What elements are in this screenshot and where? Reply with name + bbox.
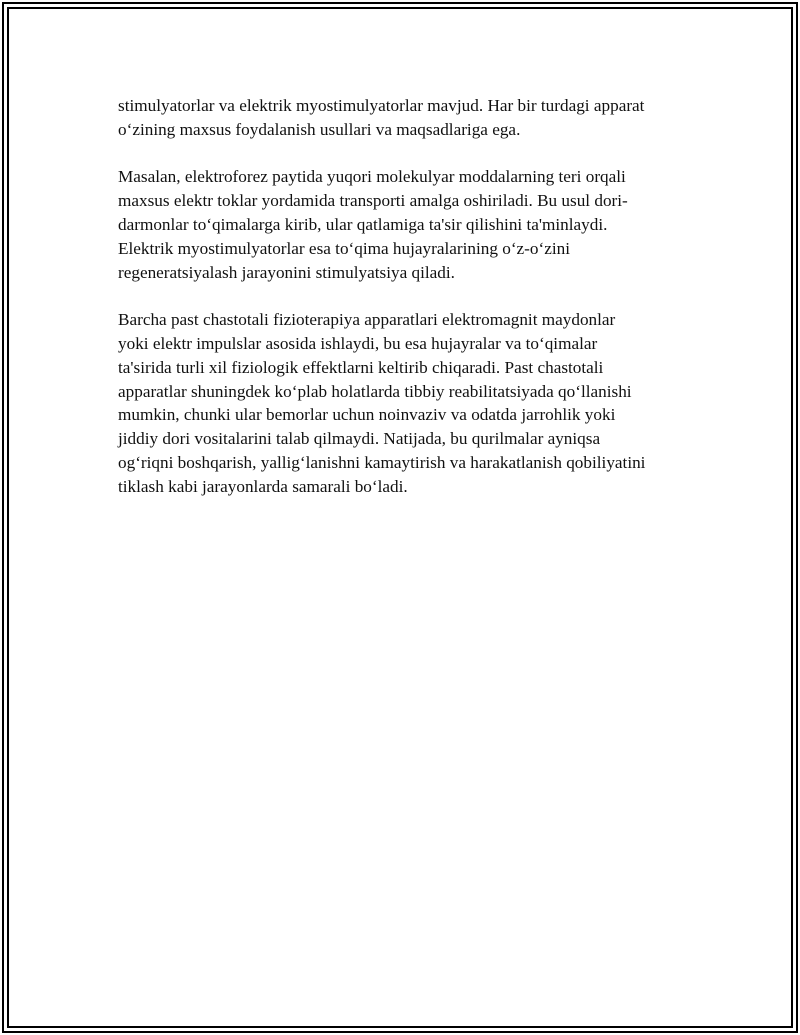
text-line: o‘zining maxsus foydalanish usullari va maqsadlariga ega. [118,119,521,139]
text-line: Barcha past chastotali fizioterapiya apparatlari elektromagnit maydonlar [118,310,616,330]
text-line: regeneratsiyalash jarayonini stimulyatsiya qiladi. [118,262,455,282]
text-line: darmonlar to‘qimalarga kirib, ular qatlamiga ta'sir qilishini ta'minlaydi. [118,214,608,234]
paragraph-1 [118,94,688,142]
text-line: ta'sirida turli xil fiziologik effektlarni keltirib chiqaradi. Past chastotali [118,357,604,377]
text-line: Masalan, elektroforez paytida yuqori molekulyar moddalarning teri orqali [118,167,626,187]
paragraph-2 [118,165,688,284]
text-line: Elektrik myostimulyatorlar esa to‘qima hujayralarining o‘z-o‘zini [118,238,570,258]
document-body [118,94,688,522]
paragraph-3 [118,308,688,498]
text-line: tiklash kabi jarayonlarda samarali bo‘ladi. [118,476,408,496]
text-line: apparatlar shuningdek ko‘plab holatlarda tibbiy reabilitatsiyada qo‘llanishi [118,381,632,401]
text-line: jiddiy dori vositalarini talab qilmaydi. Natijada, bu qurilmalar ayniqsa [118,429,601,449]
text-line: og‘riqni boshqarish, yallig‘lanishni kamaytirish va harakatlanish qobiliyatini [118,452,646,472]
text-line: stimulyatorlar va elektrik myostimulyatorlar mavjud. Har bir turdagi apparat [118,96,645,115]
text-line: yoki elektr impulslar asosida ishlaydi, bu esa hujayralar va to‘qimalar [118,333,598,353]
text-line: mumkin, chunki ular bemorlar uchun noinvaziv va odatda jarrohlik yoki [118,405,616,425]
text-line: maxsus elektr toklar yordamida transporti amalga oshiriladi. Bu usul dori- [118,191,628,211]
